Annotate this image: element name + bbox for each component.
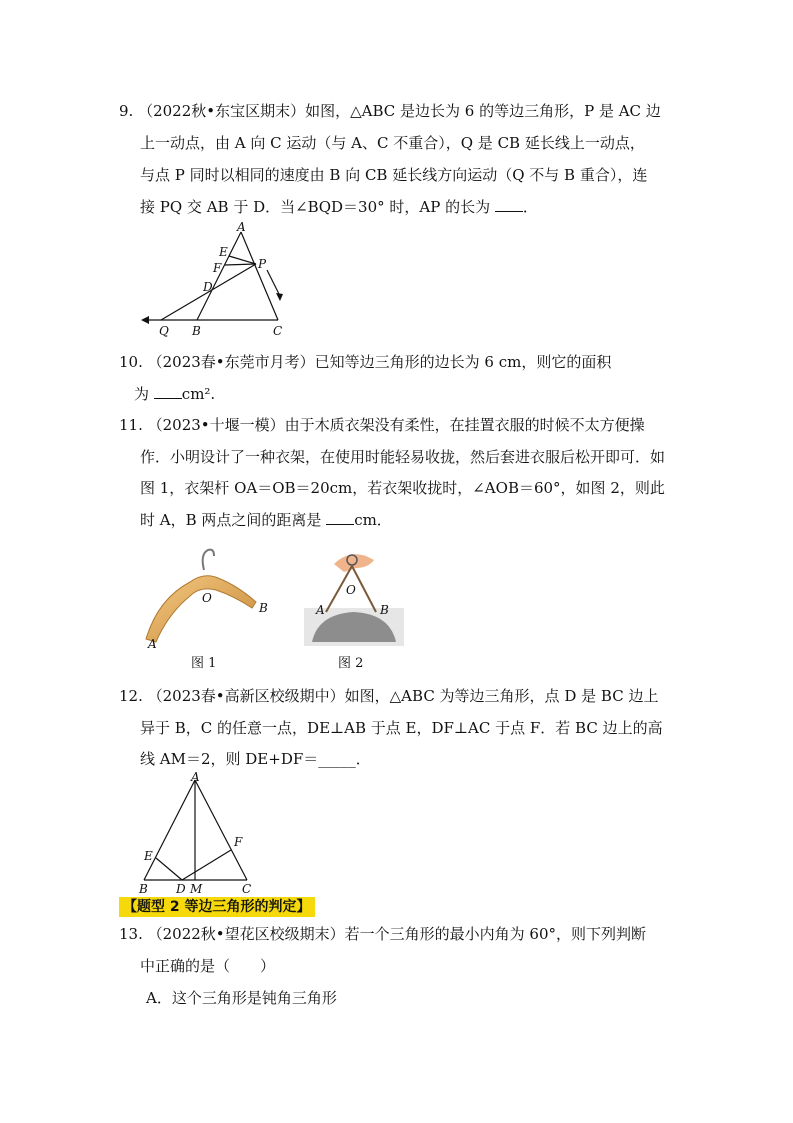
label-b: B	[380, 603, 389, 617]
hook-icon	[203, 550, 214, 570]
q12-line-1: 12. （2023春•高新区校级期中）如图，△ABC 为等边三角形，点 D 是 BC 边上	[119, 687, 659, 705]
section-title: 【题型 2 等边三角形的判定】	[119, 897, 315, 917]
q10-line-2-text: 为	[134, 385, 150, 403]
q11-line-3: 图 1，衣架杆 OA＝OB＝20cm，若衣架收拢时，∠AOB＝60°，如图 2，则此	[140, 479, 665, 497]
q11-unit: cm．	[354, 511, 392, 529]
label-b: B	[139, 882, 148, 896]
segment-fp	[225, 264, 256, 265]
wooden-hanger-icon	[146, 576, 256, 642]
answer-blank	[495, 197, 523, 212]
q9-triangle-figure	[135, 222, 300, 342]
q10-line-2	[134, 384, 215, 404]
q12-line-3: 线 AM＝2，则 DE+DF＝_____．	[140, 750, 371, 768]
label-e: E	[219, 245, 228, 259]
q13-line-2: 中正确的是（ ）	[140, 957, 276, 975]
q13-line-1: 13. （2022秋•望花区校级期末）若一个三角形的最小内角为 60°，则下列判断	[119, 925, 647, 943]
figure-2-caption: 图 2	[338, 656, 364, 671]
label-q: Q	[159, 324, 169, 338]
q11-line-4	[140, 510, 392, 530]
q9-line-4-text: 接 PQ 交 AB 于 D．当∠BQD＝30° 时，AP 的长为	[140, 198, 491, 216]
hanger-figure-2	[304, 546, 404, 646]
q9-line-4-end: ．	[522, 198, 538, 216]
q10-line-1: 10. （2023春•东莞市月考）已知等边三角形的边长为 6 cm，则它的面积	[119, 353, 612, 371]
q10-unit: cm².	[181, 385, 216, 403]
label-f: F	[213, 261, 222, 275]
segment-de	[156, 858, 182, 880]
q11-line-1: 11. （2023•十堰一模）由于木质衣架没有柔性，在挂置衣服的时候不太方便操	[119, 416, 645, 434]
q12-triangle-figure	[134, 772, 264, 896]
label-m: M	[190, 882, 203, 896]
answer-blank	[154, 384, 182, 399]
label-p: P	[258, 257, 267, 271]
q9-line-3: 与点 P 同时以相同的速度由 B 向 CB 延长线方向运动（Q 不与 B 重合），连	[140, 166, 648, 184]
label-d: D	[176, 882, 186, 896]
segment-ac	[195, 780, 247, 880]
label-a: A	[191, 772, 200, 784]
q9-line-4	[140, 197, 538, 217]
q11-line-4-text: 时 A，B 两点之间的距离是	[140, 511, 322, 529]
label-b: B	[259, 601, 268, 615]
segment-df	[182, 850, 231, 880]
label-o: O	[202, 591, 212, 605]
label-e: E	[144, 849, 153, 863]
q13-option-a: A．这个三角形是钝角三角形	[146, 989, 337, 1007]
label-b: B	[192, 324, 201, 338]
answer-blank	[326, 510, 354, 525]
arrow-head-icon	[276, 293, 283, 301]
segment-ab	[144, 780, 195, 880]
label-c: C	[242, 882, 252, 896]
q12-line-2: 异于 B，C 的任意一点，DE⊥AB 于点 E，DF⊥AC 于点 F．若 BC 边上的高	[140, 719, 663, 737]
segment-ac	[241, 232, 278, 320]
label-d: D	[203, 280, 213, 294]
label-a: A	[237, 222, 246, 234]
q9-line-1: 9. （2022秋•东宝区期末）如图，△ABC 是边长为 6 的等边三角形，P 是 AC 边	[119, 102, 661, 120]
arrow-head-left-icon	[141, 316, 149, 324]
label-o: O	[346, 583, 356, 597]
figure-1-caption: 图 1	[191, 656, 217, 671]
label-a: A	[148, 637, 157, 651]
label-c: C	[273, 324, 283, 338]
hanger-figure-1	[138, 544, 278, 654]
label-a: A	[316, 603, 325, 617]
label-f: F	[234, 835, 243, 849]
q11-line-2: 作．小明设计了一种衣架，在使用时能轻易收拢，然后套进衣服后松开即可．如	[140, 448, 666, 466]
motion-arrow	[267, 270, 280, 296]
q9-line-2: 上一动点，由 A 向 C 运动（与 A、C 不重合），Q 是 CB 延长线上一动点，	[140, 134, 645, 152]
